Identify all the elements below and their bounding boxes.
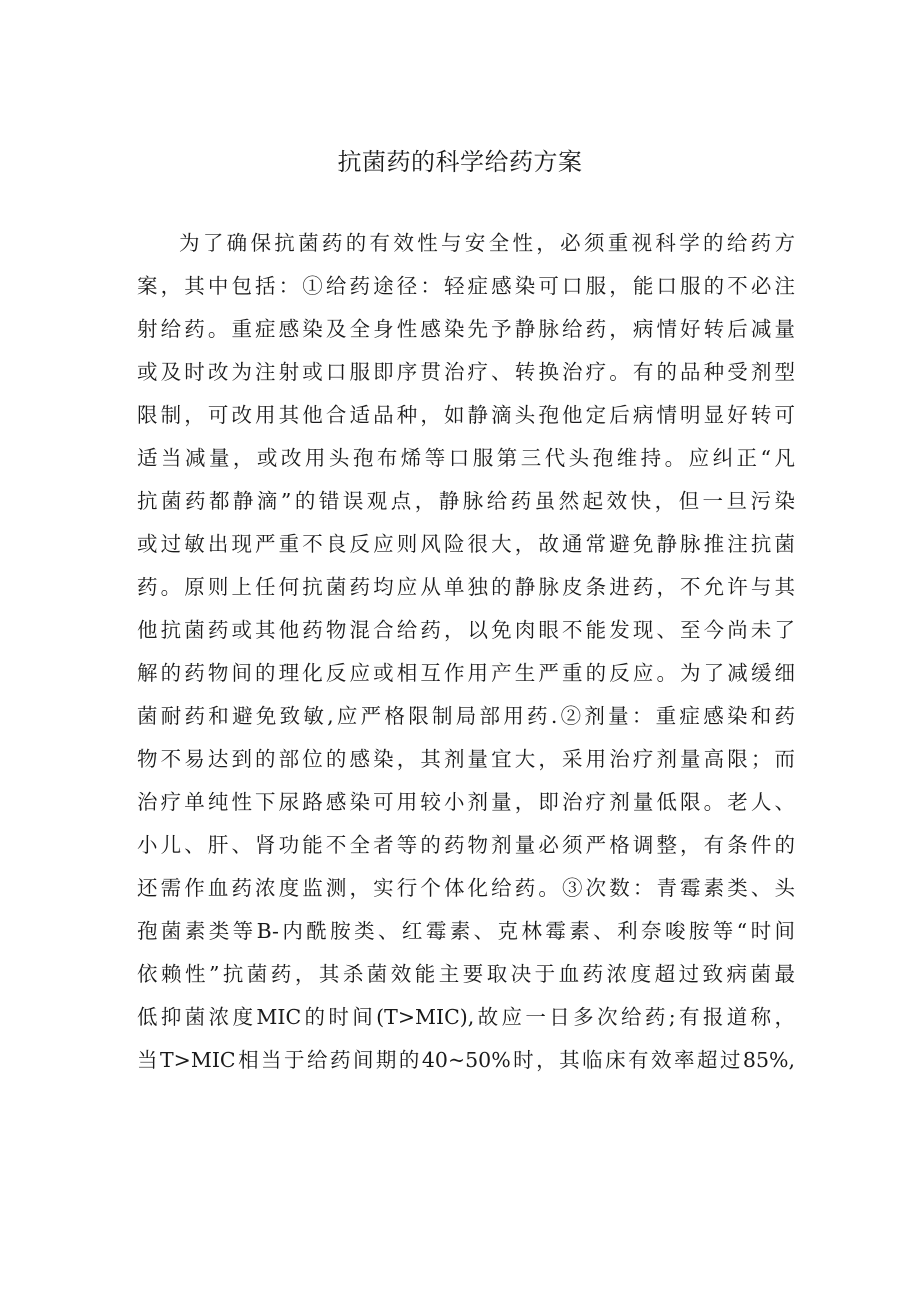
body-line: 射给药。重症感染及全身性感染先予静脉给药，病情好转后减量	[137, 317, 795, 341]
document-title: 抗菌药的科学给药方案	[337, 148, 583, 176]
body-line: 解的药物间的理化反应或相互作用产生严重的反应。为了减缓细	[137, 661, 795, 685]
body-line: 案，其中包括：①给药途径：轻症感染可口服，能口服的不必注	[137, 274, 795, 298]
body-line: 低抑菌浓度MIC的时间(T>MIC),故应一日多次给药;有报道称，	[137, 1005, 795, 1029]
body-line: 或过敏出现严重不良反应则风险很大，故通常避免静脉推注抗菌	[137, 532, 795, 556]
body-line: 限制，可改用其他合适品种，如静滴头孢他定后病情明显好转可	[137, 403, 795, 427]
body-line: 或及时改为注射或口服即序贯治疗、转换治疗。有的品种受剂型	[137, 360, 795, 384]
body-line: 依赖性”抗菌药，其杀菌效能主要取决于血药浓度超过致病菌最	[137, 962, 795, 986]
body-line: 适当减量，或改用头孢布烯等口服第三代头孢维持。应纠正“凡	[137, 446, 795, 470]
body-line: 物不易达到的部位的感染，其剂量宜大，采用治疗剂量高限；而	[137, 747, 795, 771]
body-line: 孢菌素类等B-内酰胺类、红霉素、克林霉素、利奈唆胺等“时间	[137, 919, 795, 943]
body-line: 菌耐药和避免致敏,应严格限制局部用药.②剂量：重症感染和药	[137, 704, 795, 728]
body-line: 治疗单纯性下尿路感染可用较小剂量，即治疗剂量低限。老人、	[137, 790, 795, 814]
body-line: 他抗菌药或其他药物混合给药，以免肉眼不能发现、至今尚未了	[137, 618, 795, 642]
body-line: 小儿、肝、肾功能不全者等的药物剂量必须严格调整，有条件的	[137, 833, 795, 857]
body-line: 当T>MIC相当于给药间期的40~50%时，其临床有效率超过85%,	[137, 1048, 795, 1072]
body-line: 抗菌药都静滴”的错误观点，静脉给药虽然起效快，但一旦污染	[137, 489, 795, 513]
body-line: 还需作血药浓度监测，实行个体化给药。③次数：青霉素类、头	[137, 876, 795, 900]
body-line: 为了确保抗菌药的有效性与安全性，必须重视科学的给药方	[179, 231, 795, 255]
body-line: 药。原则上任何抗菌药均应从单独的静脉皮条进药，不允许与其	[137, 575, 795, 599]
document-body	[137, 222, 795, 1082]
